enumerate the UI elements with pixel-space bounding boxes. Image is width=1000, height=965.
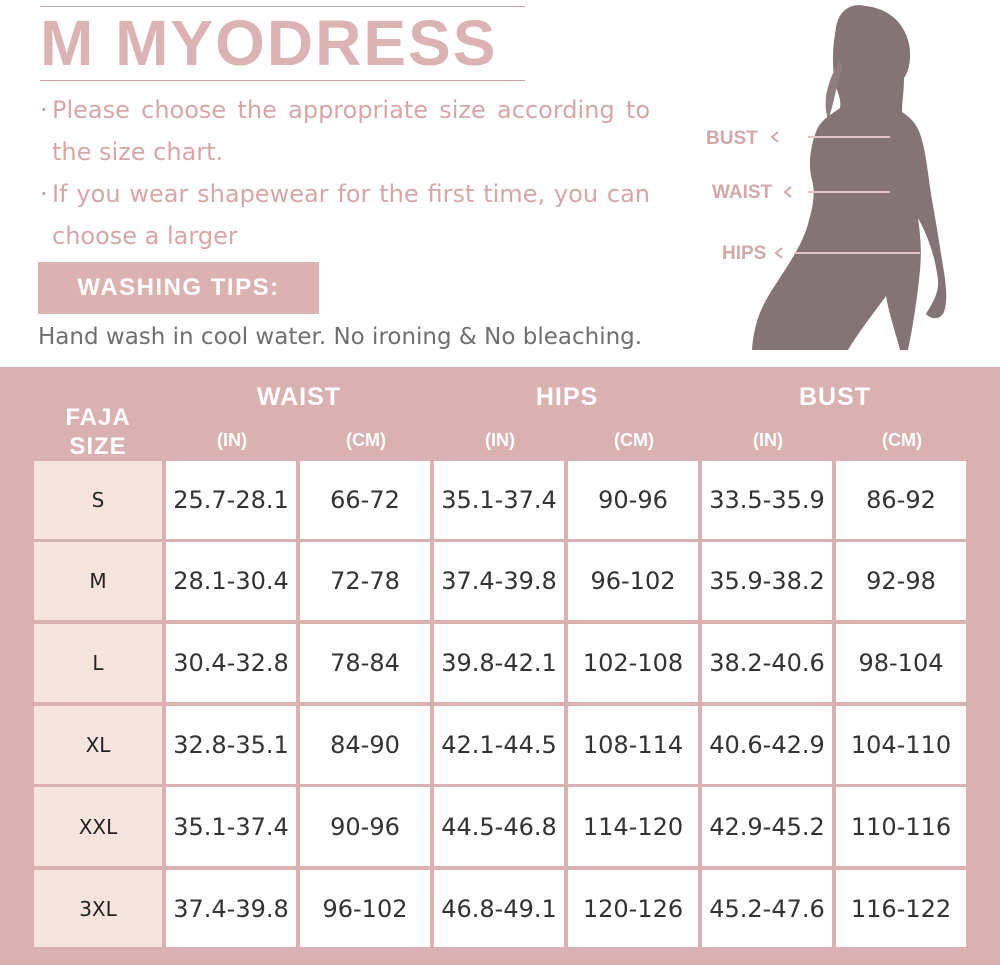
waist-label: WAIST	[712, 182, 773, 203]
woman-silhouette-icon	[752, 5, 946, 350]
table-cell: 104-110	[836, 706, 966, 784]
table-cell: 84-90	[300, 706, 430, 784]
unit-header: (CM)	[346, 429, 386, 450]
size-cell: M	[34, 542, 162, 620]
washing-tips-text: Hand wash in cool water. No ironing & No bleaching.	[38, 324, 643, 350]
waist-group-header: WAIST	[256, 382, 342, 411]
size-cell: L	[34, 624, 162, 702]
size-cell: 3XL	[34, 870, 162, 947]
tip-item	[40, 173, 650, 257]
unit-header: (IN)	[753, 429, 783, 450]
table-cell: 39.8-42.1	[434, 624, 564, 702]
table-cell: 96-102	[300, 870, 430, 947]
body-silhouette-figure	[690, 0, 1000, 350]
table-cell: 35.1-37.4	[166, 787, 296, 866]
table-cell: 66-72	[300, 461, 430, 539]
table-cell: 37.4-39.8	[434, 542, 564, 620]
table-cell: 35.1-37.4	[434, 461, 564, 539]
bust-label: BUST	[706, 128, 758, 149]
table-cell: 35.9-38.2	[702, 542, 832, 620]
table-cell: 72-78	[300, 542, 430, 620]
table-cell: 120-126	[568, 870, 698, 947]
table-cell: 42.1-44.5	[434, 706, 564, 784]
bullet: ·	[40, 180, 48, 208]
hips-group-header: HIPS	[535, 382, 599, 411]
unit-header: (IN)	[485, 429, 515, 450]
size-cell: XL	[34, 706, 162, 784]
table-cell: 116-122	[836, 870, 966, 947]
table-cell: 90-96	[568, 461, 698, 539]
table-cell: 90-96	[300, 787, 430, 866]
brand-rule-bottom	[40, 80, 525, 81]
tip-text: Please choose the appropriate size according to the size chart.	[52, 96, 650, 166]
table-cell: 92-98	[836, 542, 966, 620]
table-cell: 86-92	[836, 461, 966, 539]
washing-tips-title: WASHING TIPS:	[38, 262, 319, 314]
size-cell: XXL	[34, 787, 162, 866]
table-cell: 33.5-35.9	[702, 461, 832, 539]
brand-title: M MYODRESS	[40, 7, 498, 79]
table-cell: 108-114	[568, 706, 698, 784]
table-cell: 45.2-47.6	[702, 870, 832, 947]
table-cell: 114-120	[568, 787, 698, 866]
table-cell: 40.6-42.9	[702, 706, 832, 784]
unit-header: (CM)	[614, 429, 654, 450]
table-cell: 42.9-45.2	[702, 787, 832, 866]
table-cell: 98-104	[836, 624, 966, 702]
table-cell: 37.4-39.8	[166, 870, 296, 947]
tip-text: If you wear shapewear for the first time, you can choose a larger	[52, 180, 650, 250]
size-chart-table	[0, 367, 1000, 965]
table-cell: 46.8-49.1	[434, 870, 564, 947]
table-cell: 102-108	[568, 624, 698, 702]
table-cell: 25.7-28.1	[166, 461, 296, 539]
table-cell: 110-116	[836, 787, 966, 866]
table-cell: 30.4-32.8	[166, 624, 296, 702]
size-cell: S	[34, 461, 162, 539]
unit-header: (IN)	[217, 429, 247, 450]
unit-header: (CM)	[882, 429, 922, 450]
table-cell: 32.8-35.1	[166, 706, 296, 784]
table-cell: 96-102	[568, 542, 698, 620]
table-cell: 44.5-46.8	[434, 787, 564, 866]
bust-group-header: BUST	[798, 382, 872, 411]
size-column-header: FAJA SIZE	[65, 404, 131, 460]
table-cell: 28.1-30.4	[166, 542, 296, 620]
table-cell: 78-84	[300, 624, 430, 702]
hips-label: HIPS	[722, 243, 767, 264]
bullet: ·	[40, 96, 48, 124]
tip-item	[40, 89, 650, 173]
table-cell: 38.2-40.6	[702, 624, 832, 702]
